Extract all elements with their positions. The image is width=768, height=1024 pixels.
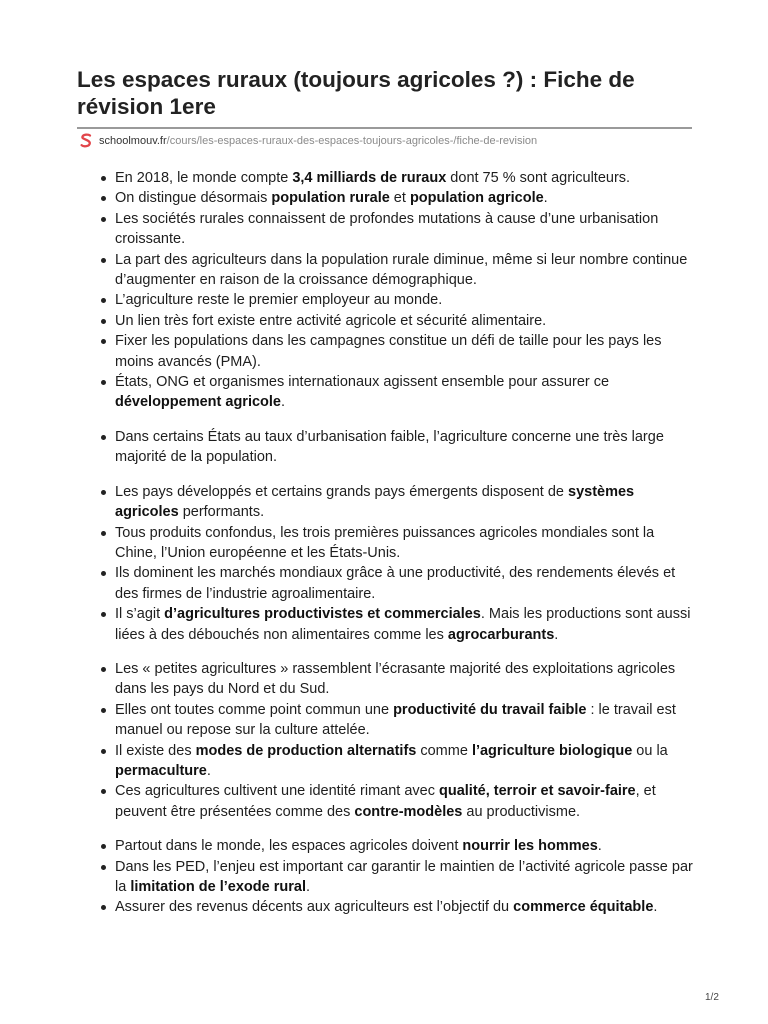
bold-term: population agricole bbox=[409, 190, 544, 207]
text-segment: On distingue désormais bbox=[115, 190, 272, 207]
bullet-item bbox=[77, 250, 697, 291]
text-segment: Il s’agit bbox=[115, 606, 165, 623]
text-segment: . bbox=[597, 838, 602, 855]
page-title: Les espaces ruraux (toujours agricoles ?) : Fiche de révision 1ere bbox=[77, 67, 635, 119]
bullet-item bbox=[77, 659, 697, 700]
bullet-item bbox=[77, 700, 697, 741]
bold-term: d’agricultures productivistes et commerciales bbox=[164, 606, 481, 623]
text-segment: Il existe des bbox=[115, 742, 196, 759]
text-segment: Dans les PED, l’enjeu est important car garantir le maintien de l’activité agricole passe par la bbox=[115, 858, 693, 895]
text-segment: et bbox=[389, 190, 410, 207]
bullet-item bbox=[77, 523, 697, 564]
text-segment: Ces agricultures cultivent une identité rimant avec bbox=[115, 783, 439, 800]
bullet-item bbox=[77, 836, 697, 856]
bold-term: qualité, terroir et savoir-faire bbox=[439, 783, 636, 800]
text-segment: au productivisme. bbox=[462, 803, 581, 820]
bullet-item bbox=[77, 604, 697, 645]
bullet-item bbox=[77, 372, 697, 413]
text-segment: Ils dominent les marchés mondiaux grâce à une productivité, des rendements élevés et des firmes de l’industrie agroalimentaire. bbox=[115, 565, 676, 602]
text-segment: Les pays développés et certains grands pays émergents disposent de bbox=[115, 483, 568, 500]
bullet-item bbox=[77, 897, 697, 917]
bullet-group bbox=[77, 482, 697, 645]
text-segment: En 2018, le monde compte bbox=[115, 170, 293, 186]
text-segment: États, ONG et organismes internationaux agissent ensemble pour assurer ce bbox=[115, 374, 610, 391]
title-divider bbox=[77, 127, 692, 129]
bold-term: modes de production alternatifs bbox=[195, 742, 417, 759]
bold-term: agrocarburants bbox=[447, 626, 555, 643]
bullet-group bbox=[77, 659, 697, 822]
bold-term: nourrir les hommes bbox=[462, 838, 598, 855]
text-segment: . Mais les productions sont aussi liées à des débouchés non alimentaires comme les bbox=[115, 606, 691, 643]
text-segment: : le travail est manuel ou repose sur la culture attelée. bbox=[115, 701, 676, 739]
text-segment: . bbox=[281, 394, 286, 411]
bold-term: systèmes agricoles bbox=[115, 483, 635, 521]
bullet-group bbox=[77, 168, 697, 413]
bold-term: l’agriculture biologique bbox=[471, 742, 633, 759]
text-segment: La part des agriculteurs dans la population rurale diminue, même si leur nombre continue d’augmenter en raison de la croissance démographique. bbox=[115, 251, 688, 289]
bullet-item bbox=[77, 781, 697, 822]
bold-term: 3,4 milliards de ruraux bbox=[292, 170, 447, 186]
text-segment: , et peuvent être présentées comme des bbox=[115, 783, 656, 820]
bullet-item bbox=[77, 331, 697, 372]
bold-term: population rurale bbox=[271, 190, 390, 207]
bullet-item bbox=[77, 741, 697, 782]
text-segment: Les « petites agricultures » rassemblent l’écrasante majorité des exploitations agricoles dans les pays du Nord et du Sud. bbox=[115, 660, 676, 698]
text-segment: Assurer des revenus décents aux agriculteurs est l’objectif du bbox=[115, 899, 514, 916]
text-segment: Dans certains États au taux d’urbanisation faible, l’agriculture concerne une très large majorité de la population. bbox=[115, 428, 664, 466]
bold-term: permaculture bbox=[115, 762, 207, 779]
source-domain[interactable]: schoolmouv.fr bbox=[99, 135, 167, 147]
text-segment: dont 75 % sont agriculteurs. bbox=[446, 170, 631, 186]
text-segment: Partout dans le monde, les espaces agricoles doivent bbox=[115, 838, 463, 855]
bold-term: productivité du travail faible bbox=[393, 701, 587, 718]
text-segment: Elles ont toutes comme point commun une bbox=[115, 701, 394, 718]
bullet-content bbox=[77, 168, 697, 932]
bullet-item bbox=[77, 311, 697, 331]
bullet-item bbox=[77, 857, 697, 898]
text-segment: comme bbox=[416, 742, 472, 759]
text-segment: L’agriculture reste le premier employeur au monde. bbox=[115, 292, 443, 309]
bullet-group bbox=[77, 836, 697, 918]
bold-term: contre-modèles bbox=[354, 803, 463, 820]
schoolmouv-s-logo-icon bbox=[79, 133, 93, 149]
text-segment: . bbox=[543, 190, 548, 207]
text-segment: performants. bbox=[178, 504, 265, 521]
text-segment: Tous produits confondus, les trois premières puissances agricoles mondiales sont la Chine, l’Union européenne et les États-Unis. bbox=[115, 524, 655, 561]
text-segment: Fixer les populations dans les campagnes constitue un défi de taille pour les pays les moins avancés (PMA). bbox=[115, 333, 662, 370]
source-url[interactable] bbox=[79, 132, 537, 150]
bullet-item bbox=[77, 482, 697, 523]
text-segment: Un lien très fort existe entre activité agricole et sécurité alimentaire. bbox=[115, 312, 547, 329]
text-segment: . bbox=[206, 762, 211, 779]
bold-term: limitation de l’exode rural bbox=[130, 879, 306, 895]
bullet-item bbox=[77, 290, 697, 310]
bullet-item bbox=[77, 188, 697, 208]
text-segment: Les sociétés rurales connaissent de profondes mutations à cause d’une urbanisation croissante. bbox=[115, 210, 659, 248]
bullet-item bbox=[77, 168, 697, 188]
page-number: 1/2 bbox=[705, 992, 719, 1003]
bold-term: développement agricole bbox=[115, 394, 281, 411]
source-path[interactable]: /cours/les-espaces-ruraux-des-espaces-toujours-agricoles-/fiche-de-revision bbox=[166, 135, 538, 147]
bullet-item bbox=[77, 209, 697, 250]
bullet-item bbox=[77, 563, 697, 604]
bullet-group bbox=[77, 427, 697, 468]
bullet-item bbox=[77, 427, 697, 468]
text-segment: ou la bbox=[632, 742, 668, 759]
bold-term: commerce équitable bbox=[513, 899, 654, 916]
text-segment: . bbox=[554, 626, 559, 643]
text-segment: . bbox=[305, 879, 311, 895]
text-segment: . bbox=[653, 899, 658, 916]
